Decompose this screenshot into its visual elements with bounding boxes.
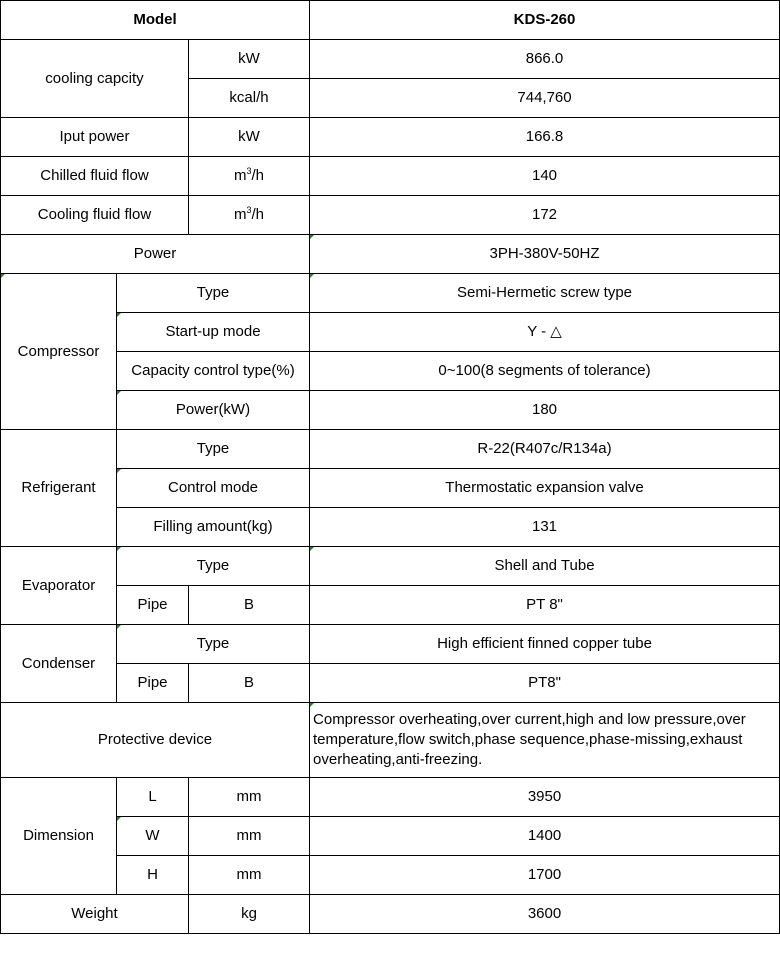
compressor-capacity-label: Capacity control type(%) (117, 352, 310, 391)
cooling-capacity-value-kcal: 744,760 (310, 79, 780, 118)
refrigerant-label: Refrigerant (1, 430, 117, 547)
evaporator-type-label: Type (117, 547, 310, 586)
row-compressor-power (1, 391, 780, 430)
input-power-value: 166.8 (310, 118, 780, 157)
chilled-flow-unit: $m^3/h$ (189, 157, 310, 196)
row-cooling-kw (1, 40, 780, 79)
model-value: KDS-260 (310, 1, 780, 40)
compressor-power-value: 180 (310, 391, 780, 430)
protective-label: Protective device (1, 703, 310, 778)
dimension-value: 1400 (310, 817, 780, 856)
input-power-label: Iput power (1, 118, 189, 157)
row-refrigerant-filling (1, 508, 780, 547)
power-label: Power (1, 235, 310, 274)
dimension-unit: mm (189, 778, 310, 817)
evaporator-label: Evaporator (1, 547, 117, 625)
dimension-label: Dimension (1, 778, 117, 895)
dimension-value: 1700 (310, 856, 780, 895)
compressor-power-label: Power(kW) (117, 391, 310, 430)
row-cooling-flow (1, 196, 780, 235)
dimension-axis: W (117, 817, 189, 856)
row-chilled-flow (1, 157, 780, 196)
row-refrigerant-control (1, 469, 780, 508)
row-protective (1, 703, 780, 778)
compressor-startup-label: Start-up mode (117, 313, 310, 352)
compressor-startup-value: Y - △ (310, 313, 780, 352)
row-evaporator-pipe (1, 586, 780, 625)
refrigerant-type-label: Type (117, 430, 310, 469)
cooling-capacity-label: cooling capcity (1, 40, 189, 118)
weight-unit: kg (189, 895, 310, 934)
dimension-unit: mm (189, 817, 310, 856)
evaporator-pipe-unit: B (189, 586, 310, 625)
condenser-label: Condenser (1, 625, 117, 703)
compressor-type-value: Semi-Hermetic screw type (310, 274, 780, 313)
model-label: Model (1, 1, 310, 40)
chilled-flow-label: Chilled fluid flow (1, 157, 189, 196)
condenser-pipe-unit: B (189, 664, 310, 703)
row-dimension-h (1, 856, 780, 895)
row-dimension-l (1, 778, 780, 817)
dimension-axis: L (117, 778, 189, 817)
row-condenser-type (1, 625, 780, 664)
cooling-capacity-value-kw: 866.0 (310, 40, 780, 79)
row-compressor-type (1, 274, 780, 313)
cooling-flow-label: Cooling fluid flow (1, 196, 189, 235)
cooling-capacity-unit-kw: kW (189, 40, 310, 79)
evaporator-pipe-label: Pipe (117, 586, 189, 625)
cooling-flow-value: 172 (310, 196, 780, 235)
cooling-flow-unit: $m^3/h$ (189, 196, 310, 235)
protective-value: Compressor overheating,over current,high and low pressure,over temperature,flow switch,phase sequence,phase-missing,exhaust overheating,anti-freezing. (310, 703, 780, 778)
cooling-capacity-unit-kcal: kcal/h (189, 79, 310, 118)
weight-label: Weight (1, 895, 189, 934)
power-value: 3PH-380V-50HZ (310, 235, 780, 274)
row-refrigerant-type (1, 430, 780, 469)
row-power (1, 235, 780, 274)
condenser-pipe-label: Pipe (117, 664, 189, 703)
dimension-unit: mm (189, 856, 310, 895)
compressor-type-label: Type (117, 274, 310, 313)
compressor-label: Compressor (1, 274, 117, 430)
refrigerant-control-value: Thermostatic expansion valve (310, 469, 780, 508)
row-model (1, 1, 780, 40)
evaporator-pipe-value: PT 8" (310, 586, 780, 625)
condenser-type-label: Type (117, 625, 310, 664)
row-dimension-w (1, 817, 780, 856)
refrigerant-filling-label: Filling amount(kg) (117, 508, 310, 547)
dimension-axis: H (117, 856, 189, 895)
refrigerant-control-label: Control mode (117, 469, 310, 508)
evaporator-type-value: Shell and Tube (310, 547, 780, 586)
dimension-value: 3950 (310, 778, 780, 817)
compressor-capacity-value: 0~100(8 segments of tolerance) (310, 352, 780, 391)
row-compressor-capacity (1, 352, 780, 391)
row-compressor-startup (1, 313, 780, 352)
input-power-unit: kW (189, 118, 310, 157)
condenser-pipe-value: PT8" (310, 664, 780, 703)
condenser-type-value: High efficient finned copper tube (310, 625, 780, 664)
refrigerant-filling-value: 131 (310, 508, 780, 547)
row-evaporator-type (1, 547, 780, 586)
chilled-flow-value: 140 (310, 157, 780, 196)
row-weight (1, 895, 780, 934)
row-input-power (1, 118, 780, 157)
refrigerant-type-value: R-22(R407c/R134a) (310, 430, 780, 469)
weight-value: 3600 (310, 895, 780, 934)
row-condenser-pipe (1, 664, 780, 703)
